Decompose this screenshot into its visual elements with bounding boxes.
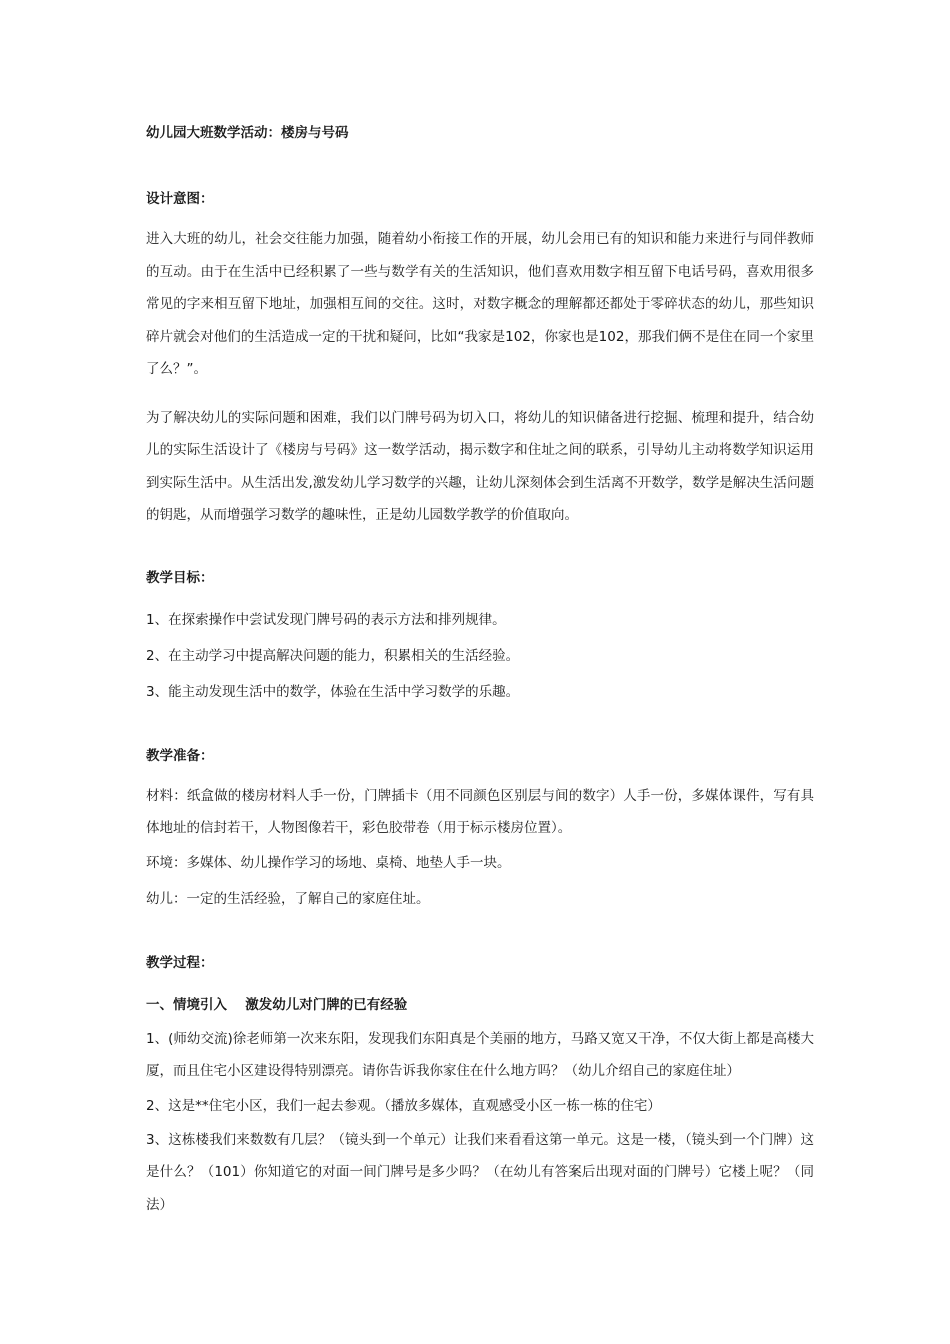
process-step-2: 2、这是**住宅小区，我们一起去参观。（播放多媒体，直观感受小区一栋一栋的住宅）	[146, 1097, 661, 1114]
process-heading: 教学过程：	[146, 954, 214, 971]
process-section-1: 一、情境引入 激发幼儿对门牌的已有经验	[146, 996, 408, 1013]
design-heading: 设计意图：	[146, 191, 214, 207]
goals-heading: 教学目标：	[146, 569, 214, 586]
document-title: 幼儿园大班数学活动：楼房与号码	[146, 125, 349, 141]
document-body	[146, 123, 814, 1221]
design-paragraph-1: 进入大班的幼儿，社会交往能力加强，随着幼小衔接工作的开展，幼儿会用已有的知识和能力来进行与同伴教师的互动。由于在生活中已经积累了一些与数学有关的生活知识，他们喜欢用数字相互留下电话号码，喜欢用很多常见的字来相互留下地址，加强相互间的交往。这时，对数字概念的理解都还都处于零碎状态的幼儿，那些知识碎片就会对他们的生活造成一定的干扰和疑问，比如“我家是102，你家也是102，那我们俩不是住在同一个家里了么？”。	[146, 231, 814, 377]
prep-environment: 环境：多媒体、幼儿操作学习的场地、桌椅、地垫人手一块。	[146, 854, 511, 871]
goal-item: 3、能主动发现生活中的数学，体验在生活中学习数学的乐趣。	[146, 683, 520, 700]
process-step-3: 3、这栋楼我们来数数有几层？（镜头到一个单元）让我们来看看这第一单元。这是一楼，（镜头到一个门牌）这是什么？（101）你知道它的对面一间门牌号是多少吗？（在幼儿有答案后出现对面的门牌号）它楼上呢？（同法）	[146, 1131, 814, 1213]
design-paragraph-2: 为了解决幼儿的实际问题和困难，我们以门牌号码为切入口，将幼儿的知识储备进行挖掘、梳理和提升，结合幼儿的实际生活设计了《楼房与号码》这一数学活动，揭示数字和住址之间的联系，引导幼儿主动将数学知识运用到实际生活中。从生活出发,激发幼儿学习数学的兴趣，让幼儿深刻体会到生活离不开数学，数学是解决生活问题的钥匙，从而增强学习数学的趣味性，正是幼儿园数学教学的价值取向。	[146, 409, 814, 523]
prep-children: 幼儿：一定的生活经验，了解自己的家庭住址。	[146, 890, 430, 907]
process-step-1: 1、(师幼交流)徐老师第一次来东阳，发现我们东阳真是个美丽的地方，马路又宽又干净，不仅大街上都是高楼大厦，而且住宅小区建设得特别漂亮。请你告诉我你家住在什么地方吗？（幼儿介绍自己的家庭住址）	[146, 1030, 814, 1079]
prep-heading: 教学准备：	[146, 747, 214, 764]
goal-item: 2、在主动学习中提高解决问题的能力，积累相关的生活经验。	[146, 647, 520, 664]
goal-item: 1、在探索操作中尝试发现门牌号码的表示方法和排列规律。	[146, 611, 506, 628]
prep-materials: 材料：纸盒做的楼房材料人手一份，门牌插卡（用不同颜色区别层与间的数字）人手一份，多媒体课件，写有具体地址的信封若干，人物图像若干，彩色胶带卷（用于标示楼房位置）。	[146, 787, 814, 836]
